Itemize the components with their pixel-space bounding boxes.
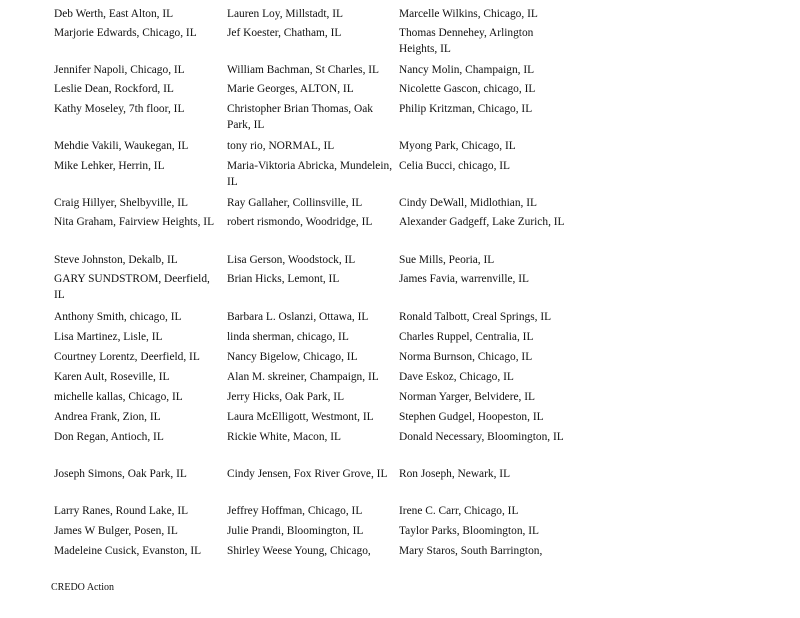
footer-organization: CREDO Action [51,582,115,593]
signature-entry: Jerry Hicks, Oak Park, IL [227,391,345,403]
signature-entry: Deb Werth, East Alton, IL [54,8,174,20]
signature-entry: Anthony Smith, chicago, IL [54,311,182,323]
signature-entry: Lisa Gerson, Woodstock, IL [227,254,356,266]
signature-entry: Rickie White, Macon, IL [227,431,341,443]
signature-entry: Nita Graham, Fairview Heights, IL [54,216,215,228]
signature-entry: robert rismondo, Woodridge, IL [227,216,373,228]
signature-entry: Nicolette Gascon, chicago, IL [399,83,536,95]
signature-entry: Jennifer Napoli, Chicago, IL [54,64,185,76]
signature-entry: tony rio, NORMAL, IL [227,140,335,152]
signature-entry: Leslie Dean, Rockford, IL [54,83,174,95]
signature-entry: linda sherman, chicago, IL [227,331,349,343]
signature-entry: Donald Necessary, Bloomington, IL [399,431,564,443]
signature-entry: Celia Bucci, chicago, IL [399,160,511,172]
signature-entry: Larry Ranes, Round Lake, IL [54,505,189,517]
signature-entry: Mary Staros, South Barrington, [399,545,543,557]
signature-entry: Cindy Jensen, Fox River Grove, IL [227,468,388,480]
signature-entry: Kathy Moseley, 7th floor, IL [54,103,185,115]
signature-entry: William Bachman, St Charles, IL [227,64,380,76]
signature-entry: Laura McElligott, Westmont, IL [227,411,374,423]
signature-entry: Norman Yarger, Belvidere, IL [399,391,535,403]
signature-entry: Marjorie Edwards, Chicago, IL [54,27,197,39]
signature-entry: Christopher Brian Thomas, Oak Park, IL [227,103,373,131]
signature-entry: Alan M. skreiner, Champaign, IL [227,371,379,383]
signature-entry: GARY SUNDSTROM, Deerfield, IL [54,273,210,301]
signature-entry: James Favia, warrenville, IL [399,273,529,285]
signature-entry: Cindy DeWall, Midlothian, IL [399,197,537,209]
signature-entry: Jeffrey Hoffman, Chicago, IL [227,505,363,517]
signature-entry: Alexander Gadgeff, Lake Zurich, IL [399,216,565,228]
signature-entry: Charles Ruppel, Centralia, IL [399,331,534,343]
signature-entry: Mike Lehker, Herrin, IL [54,160,165,172]
signature-entry: Steve Johnston, Dekalb, IL [54,254,178,266]
signature-entry: Courtney Lorentz, Deerfield, IL [54,351,200,363]
signature-entry: Karen Ault, Roseville, IL [54,371,170,383]
signature-entry: Taylor Parks, Bloomington, IL [399,525,539,537]
signature-entry: Nancy Molin, Champaign, IL [399,64,535,76]
signature-entry: Myong Park, Chicago, IL [399,140,516,152]
signature-entry: Maria-Viktoria Abricka, Mundelein, IL [227,160,393,188]
signature-entry: Dave Eskoz, Chicago, IL [399,371,514,383]
signature-entry: Mehdie Vakili, Waukegan, IL [54,140,189,152]
signature-entry: Ronald Talbott, Creal Springs, IL [399,311,552,323]
signature-entry: Ron Joseph, Newark, IL [399,468,511,480]
signature-entry: Thomas Dennehey, Arlington Heights, IL [399,27,534,55]
signature-entry: Philip Kritzman, Chicago, IL [399,103,533,115]
signature-entry: James W Bulger, Posen, IL [54,525,178,537]
signature-entry: Don Regan, Antioch, IL [54,431,164,443]
signature-entry: Lauren Loy, Millstadt, IL [227,8,343,20]
signature-entry: Madeleine Cusick, Evanston, IL [54,545,202,557]
signature-entry: Norma Burnson, Chicago, IL [399,351,533,363]
signature-entry: michelle kallas, Chicago, IL [54,391,183,403]
signature-entry: Marie Georges, ALTON, IL [227,83,354,95]
signature-entry: Ray Gallaher, Collinsville, IL [227,197,363,209]
signature-entry: Shirley Weese Young, Chicago, [227,545,371,557]
signature-entry: Craig Hillyer, Shelbyville, IL [54,197,188,209]
signature-entry: Andrea Frank, Zion, IL [54,411,161,423]
signature-entry: Brian Hicks, Lemont, IL [227,273,340,285]
signature-entry: Nancy Bigelow, Chicago, IL [227,351,358,363]
signature-entry: Barbara L. Oslanzi, Ottawa, IL [227,311,369,323]
signature-entry: Marcelle Wilkins, Chicago, IL [399,8,538,20]
signature-entry: Stephen Gudgel, Hoopeston, IL [399,411,544,423]
signature-entry: Sue Mills, Peoria, IL [399,254,495,266]
signature-entry: Irene C. Carr, Chicago, IL [399,505,519,517]
signature-entry: Julie Prandi, Bloomington, IL [227,525,364,537]
signature-entry: Lisa Martinez, Lisle, IL [54,331,163,343]
signature-entry: Joseph Simons, Oak Park, IL [54,468,187,480]
signature-entry: Jef Koester, Chatham, IL [227,27,342,39]
